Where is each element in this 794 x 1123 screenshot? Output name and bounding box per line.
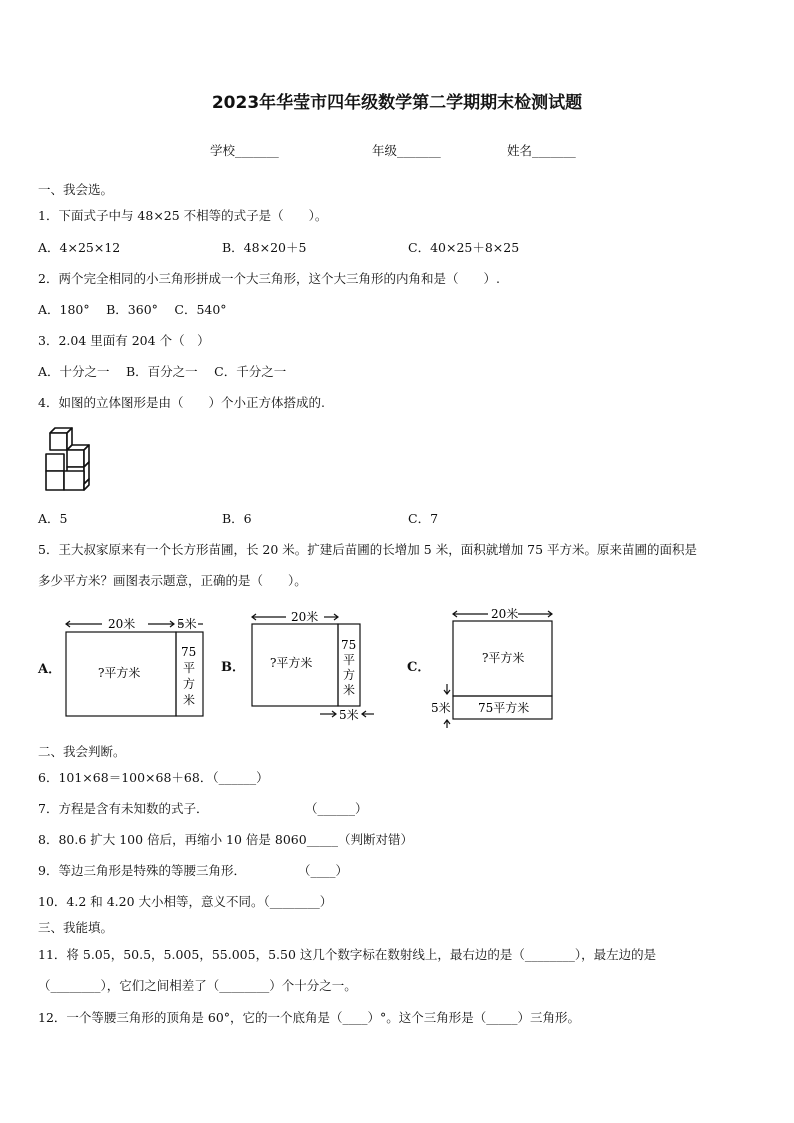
- q5-a-v-mi: 米: [183, 693, 196, 707]
- q5-diagram-a-label: A．: [38, 662, 62, 677]
- q5-a-5m: 5米: [177, 617, 197, 631]
- question-2: 2．两个完全相同的小三角形拼成一个大三角形，这个大三角形的内角和是（ ）.: [38, 271, 500, 286]
- grade-field: 年级_______: [372, 143, 441, 158]
- q1-option-b: B．48×20＋5: [222, 240, 307, 255]
- q5-b-v-mi: 米: [343, 683, 356, 697]
- q5-a-unknown-area: ?平方米: [98, 666, 141, 680]
- q5-diagram-c: [428, 604, 558, 730]
- section-3-heading: 三、我能填。: [38, 920, 114, 935]
- q4-option-a: A．5: [38, 511, 68, 526]
- section-2-heading: 二、我会判断。: [38, 744, 126, 759]
- question-5-line-1: 5．王大叔家原来有一个长方形苗圃，长 20 米。扩建后苗圃的长增加 5 米，面积就增加 75 平方米。原来苗圃的面积是: [38, 542, 698, 557]
- question-12: 12．一个等腰三角形的顶角是 60°，它的一个底角是（____）°。这个三角形是（_____）三角形。: [38, 1010, 581, 1025]
- q5-b-v-fang: 方: [343, 668, 356, 682]
- question-4: 4．如图的立体图形是由（ ）个小正方体搭成的.: [38, 395, 325, 410]
- cubes-figure: [38, 425, 96, 495]
- q5-b-v75: 75: [341, 638, 357, 652]
- q5-diagram-b-label: B．: [221, 660, 245, 675]
- q5-b-unknown-area: ?平方米: [270, 656, 313, 670]
- q1-option-c: C．40×25＋8×25: [408, 240, 520, 255]
- q5-a-v-ping: 平: [183, 661, 196, 675]
- question-3: 3．2.04 里面有 204 个（ ）: [38, 333, 210, 348]
- q5-c-20m: 20米: [491, 607, 519, 621]
- q5-a-20m: 20米: [108, 617, 136, 631]
- page-title: 2023年华莹市四年级数学第二学期期末检测试题: [211, 93, 583, 113]
- q5-c-unknown-area: ?平方米: [482, 651, 525, 665]
- q5-b-20m: 20米: [291, 610, 319, 624]
- q3-options: A．十分之一 B．百分之一 C．千分之一: [38, 364, 287, 379]
- q5-c-5m: 5米: [431, 701, 451, 715]
- question-9: 9．等边三角形是特殊的等腰三角形．: [38, 863, 246, 878]
- name-field: 姓名_______: [507, 143, 576, 158]
- q5-c-known-area: 75平方米: [478, 701, 530, 715]
- question-8: 8．80.6 扩大 100 倍后，再缩小 10 倍是 8060_____（判断对错）: [38, 832, 413, 847]
- q5-diagram-a: [60, 612, 210, 720]
- q9-blank: （____）: [298, 863, 349, 878]
- question-11-line-1: 11．将 5.05，50.5，5.005，55.005，5.50 这几个数字标在数射线上，最右边的是（________），最左边的是: [38, 947, 657, 962]
- question-7: 7．方程是含有未知数的式子．: [38, 801, 209, 816]
- question-6: 6．101×68＝100×68＋68．（______）: [38, 770, 269, 785]
- q5-diagram-b: [248, 607, 383, 725]
- q4-option-b: B．6: [222, 511, 252, 526]
- q7-blank: （______）: [305, 801, 368, 816]
- q5-a-v-fang: 方: [183, 677, 196, 691]
- q5-a-v75: 75: [181, 645, 197, 659]
- question-1: 1．下面式子中与 48×25 不相等的式子是（ ）。: [38, 208, 328, 223]
- q5-diagram-c-label: C．: [407, 660, 431, 675]
- q1-option-a: A．4×25×12: [38, 240, 121, 255]
- q5-b-v-ping: 平: [343, 653, 356, 667]
- question-11-line-2: （________），它们之间相差了（________）个十分之一。: [38, 978, 357, 993]
- q4-option-c: C．7: [408, 511, 439, 526]
- question-10: 10．4.2 和 4.20 大小相等，意义不同。（________）: [38, 894, 333, 909]
- q2-options: A．180° B．360° C．540°: [38, 302, 227, 317]
- question-5-line-2: 多少平方米？画图表示题意，正确的是（ ）。: [38, 573, 307, 588]
- section-1-heading: 一、我会选。: [38, 182, 114, 197]
- q5-b-5m: 5米: [339, 708, 359, 722]
- school-field: 学校_______: [210, 143, 279, 158]
